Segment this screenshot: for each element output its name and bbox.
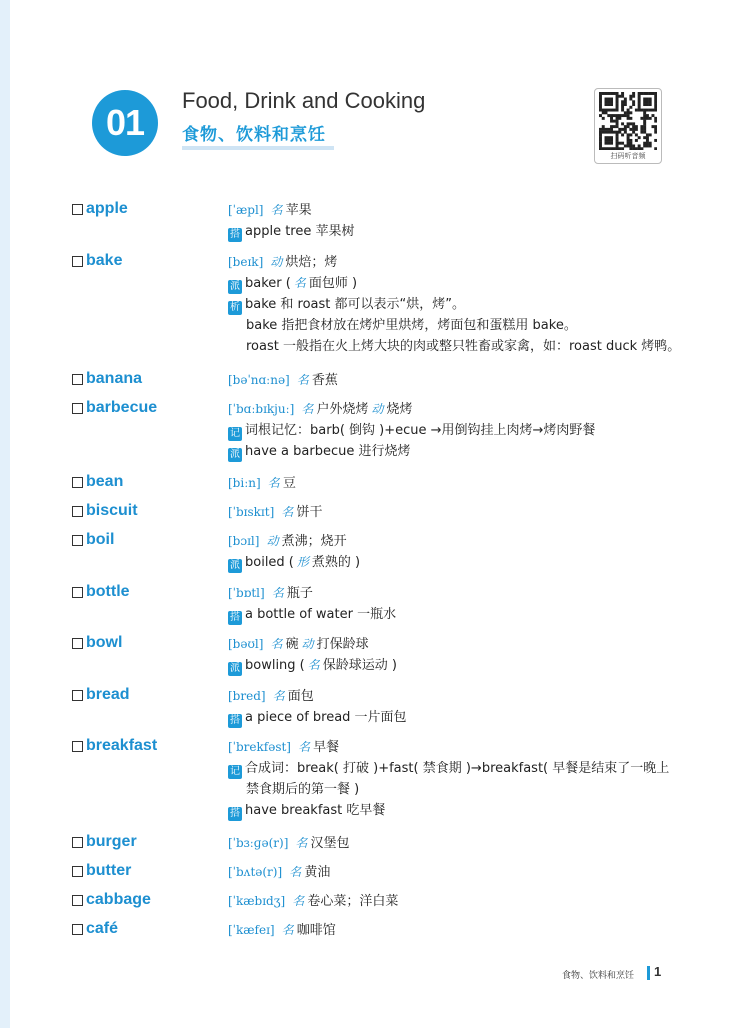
vocab-definitions [228,862,698,883]
checkbox-icon[interactable] [72,837,83,848]
phonetic: [ˈbɒtl] [228,586,265,600]
definition-text: 打保龄球 [316,637,369,652]
definition-line [228,604,698,625]
vocab-word-text: bread [86,686,130,703]
definition-text: 禁食期后的第一餐 ) [246,782,360,797]
definition-text: have breakfast 吃早餐 [245,803,386,818]
definition-line [228,473,698,494]
definition-text: 碗 [285,637,299,652]
vocab-word [72,200,128,218]
definition-line [228,252,698,273]
definition-line [228,315,698,336]
note-tag-icon: 析 [230,302,240,313]
part-of-speech: 名 [293,276,306,290]
unit-number: 01 [105,102,145,143]
definition-line [228,200,698,221]
definition-text: 早餐 [313,740,340,755]
part-of-speech: 名 [270,637,283,651]
part-of-speech: 动 [371,402,384,416]
checkbox-icon[interactable] [72,535,83,546]
page-title-en: Food, Drink and Cooking [182,88,426,113]
definition-text: 煮熟的 ) [311,555,361,570]
definition-text: 面包 [287,689,314,704]
vocab-definitions [228,891,698,912]
vocab-word-text: bean [86,473,124,490]
vocab-definitions [228,502,698,523]
vocab-word-text: bowl [86,634,123,651]
vocab-definitions [228,686,698,728]
definition-line [228,552,698,573]
phonetic: [bred] [228,689,266,703]
phonetic: [ˈkæbɪdʒ] [228,894,286,908]
page-number: 1 [654,964,662,979]
vocab-word-text: banana [86,370,143,387]
definition-text: 咖啡馆 [296,923,336,938]
vocab-word [72,920,118,938]
part-of-speech: 名 [281,505,294,519]
vocab-word [72,891,151,909]
definition-text: boiled ( [245,555,294,570]
definition-line [228,420,698,441]
checkbox-icon[interactable] [72,403,83,414]
definition-line [228,336,698,357]
vocab-word-text: bake [86,252,123,269]
part-of-speech: 名 [271,586,284,600]
part-of-speech: 形 [296,555,309,569]
vocab-definitions [228,920,698,941]
definition-line [228,920,698,941]
part-of-speech: 名 [307,658,320,672]
definition-text: 卷心菜；洋白菜 [307,894,399,909]
page-edge-bar [0,0,10,1028]
definition-line [228,800,698,821]
phonetic: [ˈkæfeɪ] [228,923,275,937]
definition-text: 保龄球运动 ) [322,658,397,673]
definition-text: 香蕉 [311,373,338,388]
vocab-word [72,686,130,704]
vocab-word [72,634,122,652]
definition-line [228,583,698,604]
definition-text: 烧烤 [386,402,413,417]
checkbox-icon[interactable] [72,477,83,488]
definition-text: have a barbecue 进行烧烤 [245,444,411,459]
definition-line [228,502,698,523]
definition-text: 合成词：break( 打破 )+fast( 禁食期 )→breakfast( 早餐是结束了一晚上 [245,761,670,776]
part-of-speech: 动 [266,534,279,548]
checkbox-icon[interactable] [72,256,83,267]
checkbox-icon[interactable] [72,638,83,649]
vocab-word-text: burger [86,833,137,850]
definition-line [228,399,698,420]
part-of-speech: 名 [292,894,305,908]
vocab-definitions [228,531,698,573]
definition-line [228,655,698,676]
phonetic: [ˈbrekfəst] [228,740,291,754]
part-of-speech: 动 [270,255,283,269]
definition-text: 苹果 [285,203,312,218]
definition-line [228,891,698,912]
phonetic: [ˈbɜːɡə(r)] [228,836,289,850]
definition-text: bake 指把食材放在烤炉里烘烤，烤面包和蛋糕用 bake。 [246,318,577,333]
qr-code[interactable] [594,88,662,164]
note-tag-icon: 记 [230,766,240,777]
definition-line [228,273,698,294]
vocab-word-text: bottle [86,583,130,600]
phonetic: [ˈbɑːbɪkjuː] [228,402,295,416]
vocab-word-text: cabbage [86,891,151,908]
footer-section: 食物、饮料和烹饪 [562,971,635,981]
footer-divider [647,966,650,980]
phonetic: [bəˈnɑːnə] [228,373,290,387]
definition-line [228,221,698,242]
definition-line [228,294,698,315]
vocab-word [72,399,157,417]
vocab-word [72,531,114,549]
vocab-definitions [228,399,698,462]
definition-line [228,634,698,655]
phonetic: [bɔɪl] [228,534,260,548]
phonetic: [ˈbʌtə(r)] [228,865,283,879]
definition-text: bowling ( [245,658,305,673]
checkbox-icon[interactable] [72,741,83,752]
note-tag-icon: 搭 [230,612,240,623]
definition-line [228,441,698,462]
definition-line [228,779,698,800]
checkbox-icon[interactable] [72,924,83,935]
vocab-word-text: café [86,920,119,937]
checkbox-icon[interactable] [72,895,83,906]
definition-text: 汉堡包 [310,836,350,851]
definition-text: 户外烧烤 [316,402,369,417]
vocab-definitions [228,833,698,854]
title-underline [182,146,334,150]
definition-text: 面包师 ) [308,276,358,291]
definition-line [228,737,698,758]
vocab-word-text: boil [86,531,115,548]
definition-text: a bottle of water 一瓶水 [245,607,397,622]
definition-text: 烘焙；烤 [285,255,338,270]
part-of-speech: 名 [270,203,283,217]
definition-text: bake 和 roast 都可以表示“烘，烤”。 [245,297,465,312]
phonetic: [biːn] [228,476,261,490]
part-of-speech: 名 [301,402,314,416]
definition-line [228,862,698,883]
checkbox-icon[interactable] [72,866,83,877]
checkbox-icon[interactable] [72,374,83,385]
part-of-speech: 名 [267,476,280,490]
note-tag-icon: 搭 [230,715,240,726]
vocab-definitions [228,473,698,494]
phonetic: [ˈbɪskɪt] [228,505,275,519]
vocab-word [72,370,142,388]
definition-line [228,707,698,728]
note-tag-icon: 记 [230,428,240,439]
vocab-definitions [228,737,698,821]
definition-text: apple tree 苹果树 [245,224,355,239]
checkbox-icon[interactable] [72,587,83,598]
vocab-word-text: biscuit [86,502,138,519]
qr-code-icon [599,92,657,150]
definition-text: 豆 [282,476,296,491]
checkbox-icon[interactable] [72,204,83,215]
vocab-word [72,252,122,270]
phonetic: [beɪk] [228,255,264,269]
part-of-speech: 名 [298,740,311,754]
definition-text: roast 一般指在火上烤大块的肉或整只牲畜或家禽，如：roast duck 烤鸭。 [246,339,681,354]
vocab-definitions [228,200,698,242]
vocab-word-text: breakfast [86,737,158,754]
part-of-speech: 名 [281,923,294,937]
part-of-speech: 名 [296,373,309,387]
definition-line [228,370,698,391]
checkbox-icon[interactable] [72,690,83,701]
vocab-definitions [228,583,698,625]
definition-text: baker ( [245,276,291,291]
vocab-word [72,502,138,520]
note-tag-icon: 搭 [230,229,240,240]
part-of-speech: 名 [289,865,302,879]
unit-number-badge [92,90,158,156]
page-title-zh: 食物、饮料和烹饪 [182,125,326,145]
vocab-word-text: apple [86,200,128,217]
note-tag-icon: 派 [230,281,240,292]
qr-label: 扫码听音频 [610,152,646,160]
phonetic: [ˈæpl] [228,203,264,217]
definition-text: 词根记忆：barb( 倒钩 )+ecue →用倒钩挂上肉烤→烤肉野餐 [245,423,596,438]
vocab-word [72,862,131,880]
definition-line [228,833,698,854]
definition-line [228,758,698,779]
vocab-word-text: butter [86,862,132,879]
definition-line [228,686,698,707]
vocab-word [72,833,137,851]
definition-text: 瓶子 [286,586,313,601]
definition-text: a piece of bread 一片面包 [245,710,407,725]
phonetic: [bəʊl] [228,637,264,651]
vocab-word [72,737,157,755]
vocab-definitions [228,634,698,676]
note-tag-icon: 搭 [230,808,240,819]
note-tag-icon: 派 [230,663,240,674]
vocab-definitions [228,252,698,357]
vocab-word-text: barbecue [86,399,158,416]
vocab-word [72,583,130,601]
note-tag-icon: 派 [230,449,240,460]
part-of-speech: 动 [301,637,314,651]
vocab-word [72,473,123,491]
definition-text: 黄油 [304,865,331,880]
part-of-speech: 名 [272,689,285,703]
definition-text: 饼干 [296,505,323,520]
definition-line [228,531,698,552]
note-tag-icon: 派 [230,560,240,571]
part-of-speech: 名 [295,836,308,850]
definition-text: 煮沸；烧开 [281,534,347,549]
vocab-definitions [228,370,698,391]
checkbox-icon[interactable] [72,506,83,517]
